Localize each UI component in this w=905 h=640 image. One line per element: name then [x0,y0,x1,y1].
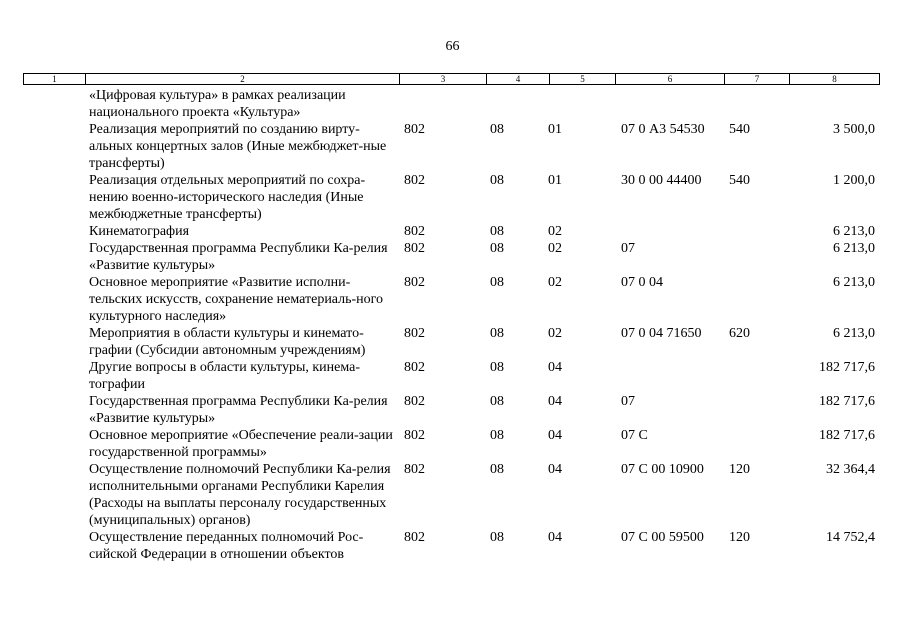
row-cell-c6: 07 [621,394,635,409]
row-cell-c4: 08 [490,360,504,375]
row-cell-c4: 08 [490,241,504,256]
row-cell-c8: 6 213,0 [833,241,875,256]
row-description: Государственная программа Республики Ка-релия «Развитие культуры» [89,394,388,426]
row-cell-c7: 120 [729,462,750,477]
row-cell-c3: 802 [404,394,425,409]
row-cell-c6: 07 [621,241,635,256]
row-cell-c8: 3 500,0 [833,122,875,137]
row-cell-c8: 182 717,6 [819,394,875,409]
row-cell-c3: 802 [404,224,425,239]
row-cell-c8: 182 717,6 [819,428,875,443]
table-row [0,172,905,223]
row-cell-c6: 30 0 00 44400 [621,173,702,188]
row-cell-c4: 08 [490,275,504,290]
row-cell-c6: 07 С 00 59500 [621,530,704,545]
header-cell-3: 3 [400,74,487,84]
row-cell-c5: 04 [548,462,562,477]
table-header [23,73,880,85]
row-description: Осуществление переданных полномочий Рос-сийской Федерации в отношении объектов [89,530,364,562]
header-cell-5: 5 [550,74,616,84]
row-cell-c6: 07 0 04 [621,275,663,290]
row-cell-c5: 04 [548,428,562,443]
table-row [0,393,905,427]
row-cell-c6: 07 С 00 10900 [621,462,704,477]
header-cell-4: 4 [487,74,550,84]
row-cell-c4: 08 [490,122,504,137]
header-cell-7: 7 [725,74,790,84]
row-description: Реализация отдельных мероприятий по сохра-нению военно-исторического наследия (Иные межбюджетные трансферты) [89,173,366,222]
header-cell-6: 6 [616,74,725,84]
table-row [0,461,905,529]
row-cell-c6: 07 С [621,428,648,443]
row-description: Кинематография [89,224,190,239]
row-cell-c4: 08 [490,326,504,341]
row-cell-c4: 08 [490,428,504,443]
table-row [0,325,905,359]
row-description: «Цифровая культура» в рамках реализации национального проекта «Культура» [89,88,346,120]
row-cell-c3: 802 [404,241,425,256]
row-cell-c8: 1 200,0 [833,173,875,188]
row-cell-c4: 08 [490,462,504,477]
row-cell-c3: 802 [404,122,425,137]
row-description: Основное мероприятие «Обеспечение реали-зации государственной программы» [89,428,393,460]
row-description: Государственная программа Республики Ка-релия «Развитие культуры» [89,241,388,273]
row-description: Реализация мероприятий по созданию вирту-альных концертных залов (Иные межбюджет-ные трансферты) [89,122,387,171]
row-description: Мероприятия в области культуры и кинемато-графии (Субсидии автономным учреждениям) [89,326,366,358]
table-row [0,274,905,325]
row-cell-c3: 802 [404,428,425,443]
table-row [0,529,905,563]
row-cell-c8: 32 364,4 [826,462,875,477]
row-cell-c4: 08 [490,173,504,188]
row-cell-c7: 620 [729,326,750,341]
row-cell-c5: 02 [548,224,562,239]
table-row [0,240,905,274]
row-cell-c4: 08 [490,530,504,545]
table-row [0,121,905,172]
row-cell-c6: 07 0 А3 54530 [621,122,705,137]
table-row [0,223,905,240]
row-cell-c5: 01 [548,173,562,188]
row-cell-c8: 6 213,0 [833,224,875,239]
row-cell-c3: 802 [404,530,425,545]
row-cell-c4: 08 [490,224,504,239]
row-cell-c5: 02 [548,275,562,290]
row-cell-c8: 6 213,0 [833,326,875,341]
row-cell-c7: 120 [729,530,750,545]
table-row [0,359,905,393]
header-cell-1: 1 [24,74,86,84]
row-cell-c5: 04 [548,360,562,375]
row-cell-c3: 802 [404,462,425,477]
table-row [0,427,905,461]
row-cell-c8: 182 717,6 [819,360,875,375]
row-cell-c8: 14 752,4 [826,530,875,545]
row-cell-c5: 02 [548,241,562,256]
table-row [0,87,905,121]
row-cell-c5: 04 [548,394,562,409]
table-body [0,87,905,563]
row-cell-c3: 802 [404,173,425,188]
header-cell-8: 8 [832,74,837,84]
row-description: Другие вопросы в области культуры, кинема-тографии [89,360,361,392]
row-cell-c3: 802 [404,275,425,290]
header-cell-2: 2 [86,74,400,84]
row-cell-c6: 07 0 04 71650 [621,326,702,341]
row-cell-c7: 540 [729,122,750,137]
row-cell-c3: 802 [404,326,425,341]
row-description: Осуществление полномочий Республики Ка-релия исполнительными органами Республики Карелия (Расходы на выплаты персоналу государственных (муниципальных) органов) [89,462,391,528]
page-number: 66 [445,39,460,54]
row-cell-c7: 540 [729,173,750,188]
row-cell-c4: 08 [490,394,504,409]
row-cell-c5: 02 [548,326,562,341]
row-cell-c3: 802 [404,360,425,375]
row-cell-c5: 04 [548,530,562,545]
row-description: Основное мероприятие «Развитие исполни-тельских искусств, сохранение нематериаль-ного культурного наследия» [89,275,384,324]
row-cell-c8: 6 213,0 [833,275,875,290]
row-cell-c5: 01 [548,122,562,137]
